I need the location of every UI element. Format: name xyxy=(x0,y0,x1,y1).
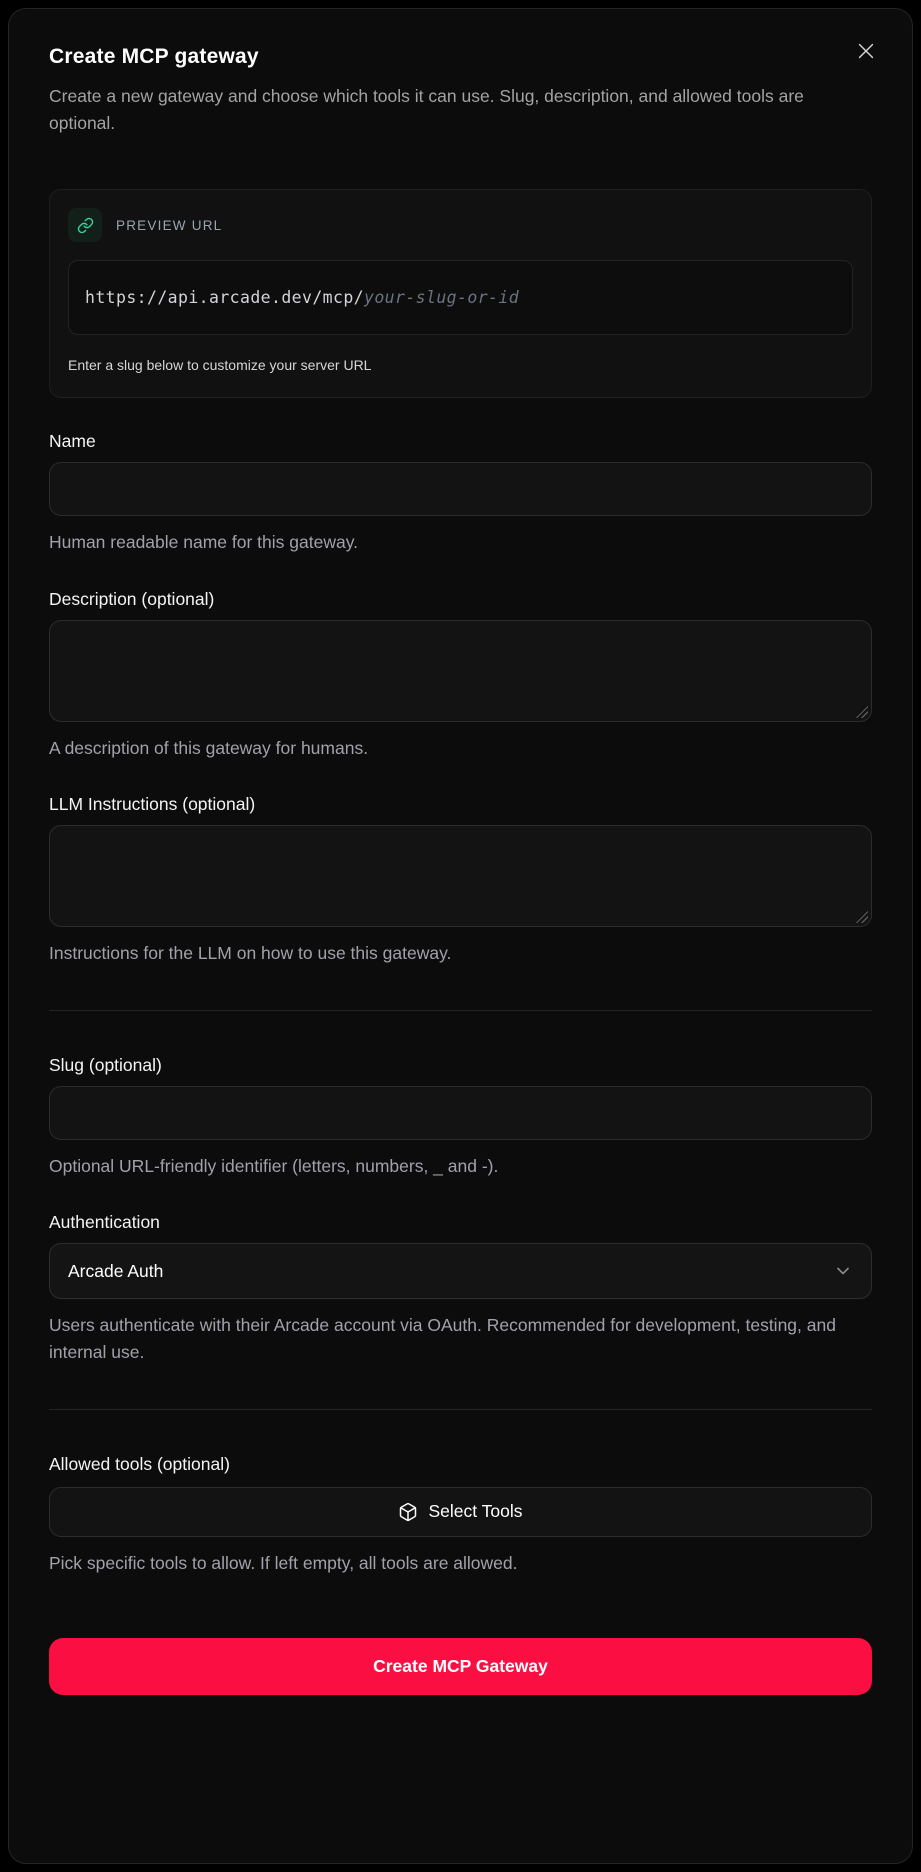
close-icon xyxy=(855,40,877,62)
select-tools-button[interactable] xyxy=(49,1487,872,1537)
create-mcp-gateway-button[interactable]: Create MCP Gateway xyxy=(49,1638,872,1695)
authentication-selected-value: Arcade Auth xyxy=(68,1260,164,1281)
description-label: Description (optional) xyxy=(49,588,215,609)
description-helper: A description of this gateway for humans. xyxy=(49,737,369,758)
preview-url-header xyxy=(68,208,853,242)
allowed-tools-label: Allowed tools (optional) xyxy=(49,1453,230,1474)
dialog-subtitle: Create a new gateway and choose which tools it can use. Slug, description, and allowed tools are optional. xyxy=(49,86,804,134)
slug-label: Slug (optional) xyxy=(49,1055,162,1075)
preview-url-slug-placeholder: your-slug-or-id xyxy=(364,288,520,308)
section-divider xyxy=(49,1409,872,1410)
llm-instructions-textarea[interactable] xyxy=(49,825,872,927)
allowed-tools-field-group xyxy=(49,1454,872,1576)
llm-instructions-field-group xyxy=(49,794,872,966)
name-field-group xyxy=(49,431,872,555)
authentication-helper: Users authenticate with their Arcade account via OAuth. Recommended for development, testing, and internal use. xyxy=(49,1315,836,1362)
name-helper: Human readable name for this gateway. xyxy=(49,532,359,553)
authentication-select[interactable] xyxy=(49,1243,872,1299)
create-mcp-gateway-dialog xyxy=(8,8,913,1864)
name-input[interactable] xyxy=(49,462,872,516)
slug-field-group xyxy=(49,1055,872,1179)
allowed-tools-helper: Pick specific tools to allow. If left empty, all tools are allowed. xyxy=(49,1552,518,1573)
dialog-title: Create MCP gateway xyxy=(49,45,259,68)
llm-instructions-helper: Instructions for the LLM on how to use this gateway. xyxy=(49,942,452,963)
select-tools-label: Select Tools xyxy=(428,1501,523,1522)
llm-instructions-label: LLM Instructions (optional) xyxy=(49,793,256,814)
authentication-label: Authentication xyxy=(49,1212,160,1233)
description-field-group xyxy=(49,589,872,761)
chevron-down-icon xyxy=(833,1261,853,1281)
close-button[interactable] xyxy=(850,35,882,67)
preview-url-value xyxy=(68,260,853,335)
description-textarea[interactable] xyxy=(49,620,872,722)
authentication-field-group xyxy=(49,1212,872,1365)
preview-url-base: https://api.arcade.dev/mcp/ xyxy=(85,288,365,308)
preview-url-card xyxy=(49,189,872,398)
package-icon xyxy=(398,1502,418,1522)
link-icon xyxy=(68,208,102,242)
slug-helper: Optional URL-friendly identifier (letters, numbers, _ and -). xyxy=(49,1156,499,1176)
section-divider xyxy=(49,1010,872,1011)
name-label: Name xyxy=(49,431,96,452)
preview-url-helper: Enter a slug below to customize your server URL xyxy=(68,357,372,374)
slug-input[interactable] xyxy=(49,1086,872,1140)
preview-url-label: PREVIEW URL xyxy=(116,217,223,233)
